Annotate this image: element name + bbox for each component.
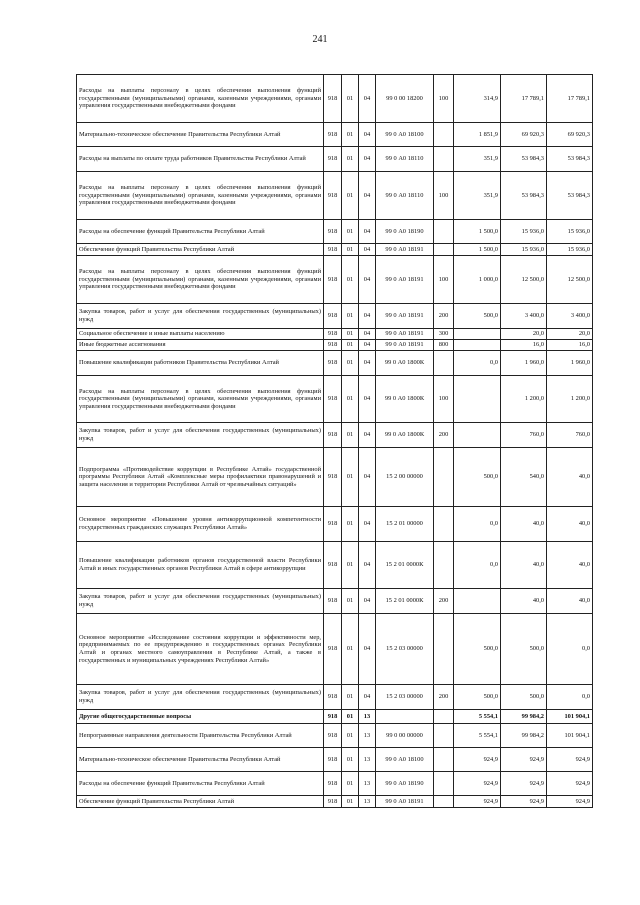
row-name: Другие общегосударственные вопросы [77, 710, 324, 724]
row-subsection: 04 [359, 147, 376, 172]
row-amount-1: 500,0 [454, 614, 501, 685]
row-amount-1: 351,9 [454, 172, 501, 220]
row-expense-type: 100 [434, 256, 454, 304]
row-name: Расходы на выплаты по оплате труда работников Правительства Республики Алтай [77, 147, 324, 172]
row-expense-type: 100 [434, 376, 454, 423]
row-expense-type [434, 448, 454, 507]
row-name: Обеспечение функций Правительства Республики Алтай [77, 796, 324, 808]
row-subsection: 04 [359, 256, 376, 304]
row-amount-2: 40,0 [501, 507, 547, 542]
table-row [77, 448, 593, 507]
table-row [77, 710, 593, 724]
row-grbs: 918 [324, 507, 342, 542]
table-row [77, 614, 593, 685]
row-subsection: 04 [359, 244, 376, 256]
row-grbs: 918 [324, 220, 342, 244]
row-subsection: 04 [359, 351, 376, 376]
row-name: Расходы на выплаты персоналу в целях обеспечения выполнения функций государственными (муниципальными) органами, казенными учреждениями, органами управления государственными внебюджетными фондами [77, 172, 324, 220]
row-section: 01 [342, 340, 359, 351]
row-expense-type [434, 614, 454, 685]
row-amount-1: 0,0 [454, 351, 501, 376]
table-row [77, 589, 593, 614]
row-target-article: 15 2 01 0000К [376, 589, 434, 614]
row-expense-type [434, 220, 454, 244]
row-amount-1: 1 000,0 [454, 256, 501, 304]
row-amount-2: 53 984,3 [501, 147, 547, 172]
row-amount-3: 101 904,1 [547, 710, 593, 724]
row-section: 01 [342, 172, 359, 220]
row-amount-3: 53 984,3 [547, 172, 593, 220]
row-name: Закупка товаров, работ и услуг для обеспечения государственных (муниципальных) нужд [77, 589, 324, 614]
row-amount-2: 40,0 [501, 542, 547, 589]
row-subsection: 04 [359, 340, 376, 351]
row-grbs: 918 [324, 329, 342, 340]
row-expense-type [434, 724, 454, 748]
row-target-article: 99 0 А0 1800К [376, 351, 434, 376]
row-expense-type [434, 796, 454, 808]
row-name: Основное мероприятие «Исследование состояния коррупции и эффективности мер, предпринимаемых по ее предупреждению в государственных органах Республики Алтай и органах местного самоуправления в Республике Алтай, а также в государственных и муниципальных учреждениях Республики Алтай» [77, 614, 324, 685]
row-grbs: 918 [324, 772, 342, 796]
row-grbs: 918 [324, 244, 342, 256]
row-amount-1: 5 554,1 [454, 724, 501, 748]
row-amount-1: 1 500,0 [454, 220, 501, 244]
row-expense-type: 200 [434, 423, 454, 448]
row-grbs: 918 [324, 172, 342, 220]
row-target-article: 99 0 А0 18100 [376, 123, 434, 147]
row-grbs: 918 [324, 351, 342, 376]
table-row [77, 75, 593, 123]
row-grbs: 918 [324, 123, 342, 147]
row-amount-3: 0,0 [547, 614, 593, 685]
row-section: 01 [342, 685, 359, 710]
row-subsection: 04 [359, 172, 376, 220]
table-row [77, 304, 593, 329]
row-amount-1: 1 851,9 [454, 123, 501, 147]
row-grbs: 918 [324, 304, 342, 329]
row-amount-3: 924,9 [547, 772, 593, 796]
row-amount-1: 1 500,0 [454, 244, 501, 256]
row-target-article: 99 0 А0 18190 [376, 220, 434, 244]
row-target-article: 99 0 А0 18191 [376, 304, 434, 329]
table-row [77, 172, 593, 220]
row-grbs: 918 [324, 724, 342, 748]
row-section: 01 [342, 589, 359, 614]
row-grbs: 918 [324, 256, 342, 304]
row-section: 01 [342, 448, 359, 507]
row-subsection: 04 [359, 304, 376, 329]
row-grbs: 918 [324, 448, 342, 507]
table-row [77, 423, 593, 448]
row-amount-2: 924,9 [501, 772, 547, 796]
row-target-article: 15 2 01 0000К [376, 542, 434, 589]
row-expense-type [434, 351, 454, 376]
row-name: Расходы на обеспечение функций Правительства Республики Алтай [77, 220, 324, 244]
row-section: 01 [342, 329, 359, 340]
row-amount-2: 15 936,0 [501, 244, 547, 256]
row-expense-type: 200 [434, 589, 454, 614]
row-amount-1: 314,9 [454, 75, 501, 123]
row-amount-3: 924,9 [547, 748, 593, 772]
row-target-article: 99 0 А0 18100 [376, 748, 434, 772]
row-amount-3: 20,0 [547, 329, 593, 340]
row-amount-1 [454, 589, 501, 614]
row-name: Закупка товаров, работ и услуг для обеспечения государственных (муниципальных) нужд [77, 423, 324, 448]
row-subsection: 13 [359, 772, 376, 796]
row-amount-1: 0,0 [454, 542, 501, 589]
row-subsection: 13 [359, 748, 376, 772]
row-amount-2: 53 984,3 [501, 172, 547, 220]
table-row [77, 507, 593, 542]
row-amount-2: 99 984,2 [501, 710, 547, 724]
row-amount-2: 500,0 [501, 614, 547, 685]
row-expense-type [434, 710, 454, 724]
row-amount-2: 1 200,0 [501, 376, 547, 423]
page-number: 241 [312, 34, 328, 45]
row-amount-2: 20,0 [501, 329, 547, 340]
table-row [77, 376, 593, 423]
row-target-article: 99 0 А0 18190 [376, 772, 434, 796]
row-amount-1 [454, 376, 501, 423]
row-target-article: 99 0 А0 18191 [376, 340, 434, 351]
row-section: 01 [342, 724, 359, 748]
row-amount-1: 924,9 [454, 748, 501, 772]
row-subsection: 04 [359, 123, 376, 147]
row-subsection: 04 [359, 220, 376, 244]
row-section: 01 [342, 351, 359, 376]
row-name: Расходы на выплаты персоналу в целях обеспечения выполнения функций государственными (муниципальными) органами, казенными учреждениями, органами управления государственными внебюджетными фондами [77, 75, 324, 123]
row-name: Повышение квалификации работников органов государственной власти Республики Алтай и иных государственных органов Республики Алтай в сфере антикоррупции [77, 542, 324, 589]
row-section: 01 [342, 220, 359, 244]
row-grbs: 918 [324, 75, 342, 123]
row-expense-type [434, 748, 454, 772]
row-name: Основное мероприятие «Повышение уровня антикоррупционной компетентности государственных гражданских служащих Республики Алтай» [77, 507, 324, 542]
row-target-article: 15 2 01 00000 [376, 507, 434, 542]
row-amount-2: 16,0 [501, 340, 547, 351]
row-amount-2: 69 920,3 [501, 123, 547, 147]
row-amount-1 [454, 423, 501, 448]
row-subsection: 04 [359, 423, 376, 448]
row-amount-2: 3 400,0 [501, 304, 547, 329]
budget-table-body [77, 75, 593, 808]
table-row [77, 772, 593, 796]
row-amount-3: 1 960,0 [547, 351, 593, 376]
budget-table [76, 74, 593, 808]
row-name: Материально-техническое обеспечение Правительства Республики Алтай [77, 123, 324, 147]
row-amount-3: 760,0 [547, 423, 593, 448]
row-section: 01 [342, 542, 359, 589]
row-target-article: 15 2 03 00000 [376, 614, 434, 685]
row-target-article: 99 0 А0 18191 [376, 244, 434, 256]
row-amount-2: 924,9 [501, 748, 547, 772]
row-amount-1: 500,0 [454, 685, 501, 710]
row-target-article: 99 0 00 18200 [376, 75, 434, 123]
row-amount-2: 99 984,2 [501, 724, 547, 748]
row-target-article: 99 0 00 00000 [376, 724, 434, 748]
row-expense-type: 100 [434, 75, 454, 123]
row-amount-2: 540,0 [501, 448, 547, 507]
row-name: Расходы на выплаты персоналу в целях обеспечения выполнения функций государственными (муниципальными) органами, казенными учреждениями, органами управления государственными внебюджетными фондами [77, 376, 324, 423]
row-name: Расходы на обеспечение функций Правительства Республики Алтай [77, 772, 324, 796]
row-name: Социальное обеспечение и иные выплаты населению [77, 329, 324, 340]
row-amount-3: 40,0 [547, 448, 593, 507]
row-subsection: 04 [359, 542, 376, 589]
row-subsection: 13 [359, 710, 376, 724]
row-amount-3: 15 936,0 [547, 244, 593, 256]
row-target-article: 99 0 А0 18191 [376, 329, 434, 340]
row-amount-1: 500,0 [454, 304, 501, 329]
row-target-article: 99 0 А0 1800К [376, 376, 434, 423]
row-amount-2: 15 936,0 [501, 220, 547, 244]
table-row [77, 256, 593, 304]
row-name: Материально-техническое обеспечение Правительства Республики Алтай [77, 748, 324, 772]
row-name: Обеспечение функций Правительства Республики Алтай [77, 244, 324, 256]
row-expense-type: 200 [434, 685, 454, 710]
row-subsection: 04 [359, 376, 376, 423]
row-amount-3: 15 936,0 [547, 220, 593, 244]
row-section: 01 [342, 796, 359, 808]
row-section: 01 [342, 244, 359, 256]
row-subsection: 13 [359, 724, 376, 748]
row-grbs: 918 [324, 748, 342, 772]
row-expense-type: 100 [434, 172, 454, 220]
row-grbs: 918 [324, 796, 342, 808]
row-target-article: 99 0 А0 1800К [376, 423, 434, 448]
row-grbs: 918 [324, 340, 342, 351]
table-row [77, 724, 593, 748]
row-expense-type: 800 [434, 340, 454, 351]
row-target-article: 15 2 00 00000 [376, 448, 434, 507]
row-amount-1: 351,9 [454, 147, 501, 172]
row-amount-2: 500,0 [501, 685, 547, 710]
row-subsection: 04 [359, 448, 376, 507]
row-expense-type [434, 542, 454, 589]
table-row [77, 796, 593, 808]
row-expense-type [434, 772, 454, 796]
table-row [77, 351, 593, 376]
row-amount-2: 924,9 [501, 796, 547, 808]
row-name: Повышение квалификации работников Правительства Республики Алтай [77, 351, 324, 376]
row-name: Расходы на выплаты персоналу в целях обеспечения выполнения функций государственными (муниципальными) органами, казенными учреждениями, органами управления государственными внебюджетными фондами [77, 256, 324, 304]
row-grbs: 918 [324, 614, 342, 685]
row-target-article [376, 710, 434, 724]
row-amount-3: 17 789,1 [547, 75, 593, 123]
table-row [77, 542, 593, 589]
row-amount-3: 3 400,0 [547, 304, 593, 329]
row-amount-3: 40,0 [547, 507, 593, 542]
row-amount-2: 17 789,1 [501, 75, 547, 123]
row-section: 01 [342, 123, 359, 147]
row-name: Непрограммные направления деятельности Правительства Республики Алтай [77, 724, 324, 748]
table-row [77, 340, 593, 351]
row-amount-1: 924,9 [454, 796, 501, 808]
row-amount-3: 0,0 [547, 685, 593, 710]
row-subsection: 04 [359, 329, 376, 340]
row-target-article: 99 0 А0 18191 [376, 796, 434, 808]
row-subsection: 04 [359, 614, 376, 685]
table-row [77, 244, 593, 256]
table-row [77, 748, 593, 772]
row-amount-1: 5 554,1 [454, 710, 501, 724]
row-name: Иные бюджетные ассигнования [77, 340, 324, 351]
row-amount-1: 0,0 [454, 507, 501, 542]
row-target-article: 99 0 А0 18110 [376, 147, 434, 172]
row-amount-3: 924,9 [547, 796, 593, 808]
row-amount-2: 1 960,0 [501, 351, 547, 376]
row-grbs: 918 [324, 376, 342, 423]
row-amount-1 [454, 329, 501, 340]
row-name: Закупка товаров, работ и услуг для обеспечения государственных (муниципальных) нужд [77, 685, 324, 710]
row-section: 01 [342, 256, 359, 304]
row-target-article: 99 0 А0 18110 [376, 172, 434, 220]
row-section: 01 [342, 376, 359, 423]
table-row [77, 220, 593, 244]
row-amount-1: 500,0 [454, 448, 501, 507]
row-amount-2: 40,0 [501, 589, 547, 614]
row-name: Закупка товаров, работ и услуг для обеспечения государственных (муниципальных) нужд [77, 304, 324, 329]
row-grbs: 918 [324, 589, 342, 614]
row-section: 01 [342, 304, 359, 329]
row-expense-type: 200 [434, 304, 454, 329]
row-section: 01 [342, 614, 359, 685]
row-grbs: 918 [324, 423, 342, 448]
row-amount-1: 924,9 [454, 772, 501, 796]
row-amount-3: 40,0 [547, 589, 593, 614]
row-expense-type [434, 507, 454, 542]
row-subsection: 13 [359, 796, 376, 808]
row-amount-2: 760,0 [501, 423, 547, 448]
row-subsection: 04 [359, 685, 376, 710]
table-row [77, 123, 593, 147]
row-section: 01 [342, 507, 359, 542]
row-subsection: 04 [359, 75, 376, 123]
row-subsection: 04 [359, 589, 376, 614]
row-amount-3: 1 200,0 [547, 376, 593, 423]
row-amount-3: 16,0 [547, 340, 593, 351]
row-grbs: 918 [324, 147, 342, 172]
row-subsection: 04 [359, 507, 376, 542]
row-grbs: 918 [324, 542, 342, 589]
row-expense-type [434, 123, 454, 147]
row-name: Подпрограмма «Противодействие коррупции в Республике Алтай» государственной программы Республики Алтай «Комплексные меры профилактики правонарушений и защита населения и территории Республики Алтай от чрезвычайных ситуаций» [77, 448, 324, 507]
row-expense-type: 300 [434, 329, 454, 340]
row-amount-3: 101 904,1 [547, 724, 593, 748]
row-target-article: 99 0 А0 18191 [376, 256, 434, 304]
row-amount-3: 12 500,0 [547, 256, 593, 304]
row-section: 01 [342, 423, 359, 448]
row-amount-2: 12 500,0 [501, 256, 547, 304]
table-row [77, 685, 593, 710]
row-section: 01 [342, 75, 359, 123]
row-amount-3: 69 920,3 [547, 123, 593, 147]
row-amount-3: 53 984,3 [547, 147, 593, 172]
row-amount-1 [454, 340, 501, 351]
row-expense-type [434, 147, 454, 172]
row-amount-3: 40,0 [547, 542, 593, 589]
row-target-article: 15 2 03 00000 [376, 685, 434, 710]
row-expense-type [434, 244, 454, 256]
row-section: 01 [342, 710, 359, 724]
row-grbs: 918 [324, 710, 342, 724]
row-section: 01 [342, 772, 359, 796]
row-section: 01 [342, 147, 359, 172]
row-section: 01 [342, 748, 359, 772]
table-row [77, 329, 593, 340]
table-row [77, 147, 593, 172]
row-grbs: 918 [324, 685, 342, 710]
